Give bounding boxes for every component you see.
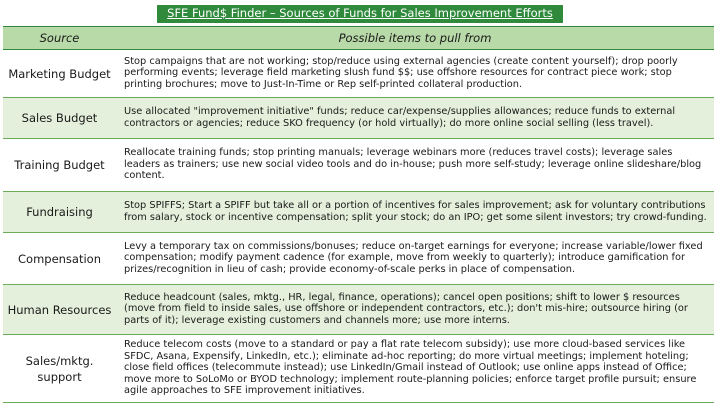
row-items: Reduce telecom costs (move to a standard or pay a flat rate telecom subsidy); use more cloud-based services like SFDC, Asana, Expensify, LinkedIn, etc.); eliminate ad-hoc reporting; do more virtual meetings; implement hoteling; close field offices (telecommute instead); use LinkedIn/Gmail instead of Outlook; use online apps instead of Office; move more to SoLoMo or BYOD technology; implement route-planning policies; enforce target profile pursuit; ensure agile approaches to SFE improvement initiatives.	[116, 335, 714, 403]
row-source: Training Budget	[3, 139, 116, 192]
table-row	[3, 192, 714, 233]
row-items: Use allocated "improvement initiative" funds; reduce car/expense/supplies allowances; reduce funds to external contractors or agencies; reduce SKO frequency (or hold virtually); do more online social selling (less travel).	[116, 98, 714, 139]
table-row	[3, 50, 714, 98]
page-title: SFE Fund$ Finder – Sources of Funds for Sales Improvement Efforts	[157, 5, 563, 23]
row-source: Human Resources	[3, 285, 116, 335]
column-header-items: Possible items to pull from	[116, 27, 714, 50]
row-source: Compensation	[3, 233, 116, 285]
table-header-row	[3, 27, 714, 50]
row-items: Stop SPIFFS; Start a SPIFF but take all or a portion of incentives for sales improvement; ask for voluntary contributions from salary, stock or incentive compensation; split your stock; do an IPO; get some silent investors; try crowd-funding.	[116, 192, 714, 233]
table-row	[3, 98, 714, 139]
table-row	[3, 233, 714, 285]
row-source: Fundraising	[3, 192, 116, 233]
row-source: Sales Budget	[3, 98, 116, 139]
row-items: Reduce headcount (sales, mktg., HR, legal, finance, operations); cancel open positions; shift to lower $ resources (move from field to inside sales, use offshore or independent contractors, etc.); don't mis-hire; outsource hiring (or parts of it); leverage existing customers and channels more; use more interns.	[116, 285, 714, 335]
row-items: Stop campaigns that are not working; stop/reduce using external agencies (create content yourself); drop poorly performing events; leverage field marketing slush fund $$; use offshore resources for contract piece work; stop printing brochures; move to Just-In-Time or Rep self-printed collateral production.	[116, 50, 714, 98]
title-bar	[0, 0, 720, 26]
row-source: Marketing Budget	[3, 50, 116, 98]
table-row	[3, 335, 714, 403]
funds-table	[3, 26, 714, 403]
row-items: Levy a temporary tax on commissions/bonuses; reduce on-target earnings for everyone; increase variable/lower fixed compensation; modify payment cadence (for example, move from weekly to quarterly); introduce gamification for prizes/recognition in lieu of cash; provide economy-of-scale perks in place of compensation.	[116, 233, 714, 285]
table-row	[3, 285, 714, 335]
column-header-source: Source	[3, 27, 116, 50]
row-items: Reallocate training funds; stop printing manuals; leverage webinars more (reduces travel costs); leverage sales leaders as trainers; use new social video tools and do in-house; push more self-study; leverage online slideshare/blog content.	[116, 139, 714, 192]
row-source: Sales/mktg. support	[3, 335, 116, 403]
table-row	[3, 139, 714, 192]
